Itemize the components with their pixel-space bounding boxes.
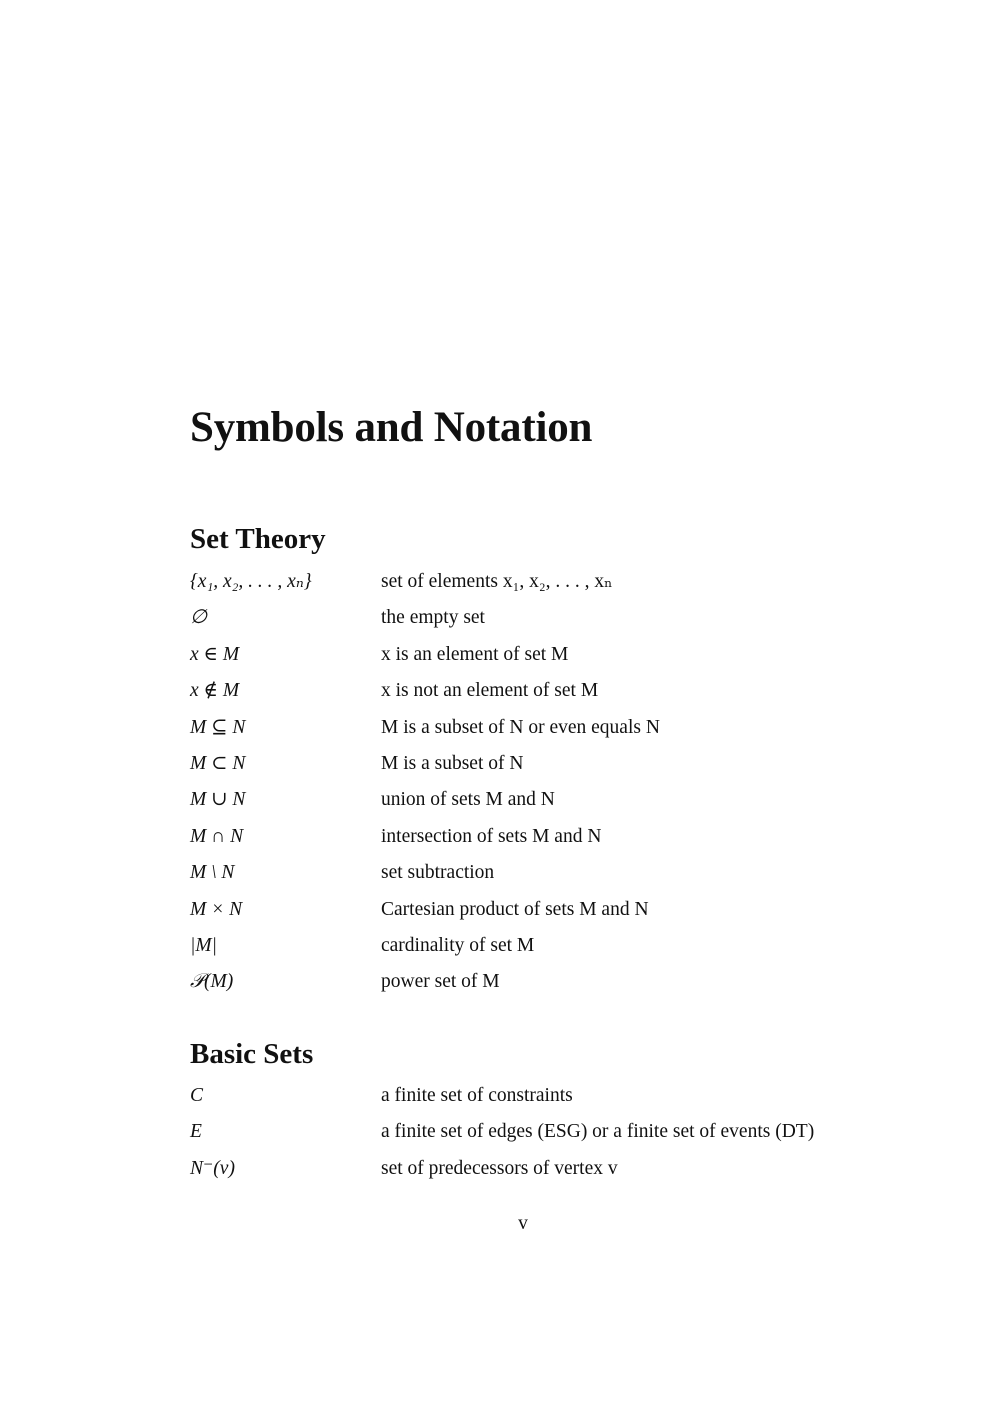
symbol-row: [190, 1114, 890, 1150]
section-heading-set-theory: Set Theory: [190, 523, 326, 555]
symbol-description: set subtraction: [381, 862, 495, 884]
section-heading-basic-sets: Basic Sets: [190, 1038, 314, 1070]
symbol-description: x is an element of set M: [381, 643, 569, 665]
page-title: Symbols and Notation: [190, 404, 593, 451]
symbol-row: [190, 928, 890, 964]
symbol-row: [190, 1151, 890, 1187]
symbol-subset-or-equal: M ⊆ N: [190, 716, 246, 738]
symbol-row: [190, 782, 890, 818]
symbol-description: set of elements x₁, x₂, . . . , xₙ: [381, 571, 613, 592]
symbol-row: [190, 1078, 890, 1114]
symbol-set-subtraction: M \ N: [190, 862, 235, 884]
symbol-element-set: {x₁, x₂, . . . , xₙ}: [190, 571, 312, 592]
symbol-intersection: M ∩ N: [190, 825, 244, 847]
symbol-description: a finite set of constraints: [381, 1085, 573, 1106]
symbol-description: intersection of sets M and N: [381, 825, 602, 847]
symbol-row: [190, 746, 890, 782]
symbol-constraints-set: C: [190, 1085, 204, 1106]
symbol-empty-set: ∅: [190, 607, 207, 629]
symbol-row: [190, 564, 890, 600]
symbol-description: a finite set of edges (ESG) or a finite set of events (DT): [381, 1121, 815, 1143]
symbol-row: [190, 855, 890, 891]
symbol-description: set of predecessors of vertex v: [381, 1157, 618, 1179]
symbol-description: cardinality of set M: [381, 934, 535, 956]
symbol-description: x is not an element of set M: [381, 680, 599, 702]
symbol-power-set: 𝒫(M): [190, 971, 234, 993]
symbol-cardinality: |M|: [190, 934, 217, 956]
page-number: v: [518, 1213, 528, 1234]
symbol-row: [190, 819, 890, 855]
symbol-edges-events-set: E: [190, 1121, 202, 1143]
symbol-row: [190, 964, 890, 1000]
basic-sets-symbol-list: [190, 1078, 890, 1187]
symbol-subset: M ⊂ N: [190, 752, 246, 774]
symbol-row: [190, 600, 890, 636]
set-theory-symbol-list: [190, 564, 890, 1001]
symbol-description: M is a subset of N or even equals N: [381, 716, 660, 738]
symbol-row: [190, 710, 890, 746]
symbol-description: M is a subset of N: [381, 752, 524, 774]
symbol-description: Cartesian product of sets M and N: [381, 898, 649, 920]
symbol-cartesian-product: M × N: [190, 898, 243, 920]
symbol-not-element-of: x ∉ M: [190, 680, 240, 702]
symbol-row: [190, 892, 890, 928]
symbol-predecessors: N⁻(v): [190, 1157, 235, 1179]
symbol-element-of: x ∈ M: [190, 643, 240, 665]
symbol-description: union of sets M and N: [381, 789, 555, 811]
symbol-row: [190, 637, 890, 673]
symbol-union: M ∪ N: [190, 789, 246, 811]
symbol-row: [190, 673, 890, 709]
symbol-description: the empty set: [381, 607, 485, 629]
symbol-description: power set of M: [381, 971, 500, 993]
